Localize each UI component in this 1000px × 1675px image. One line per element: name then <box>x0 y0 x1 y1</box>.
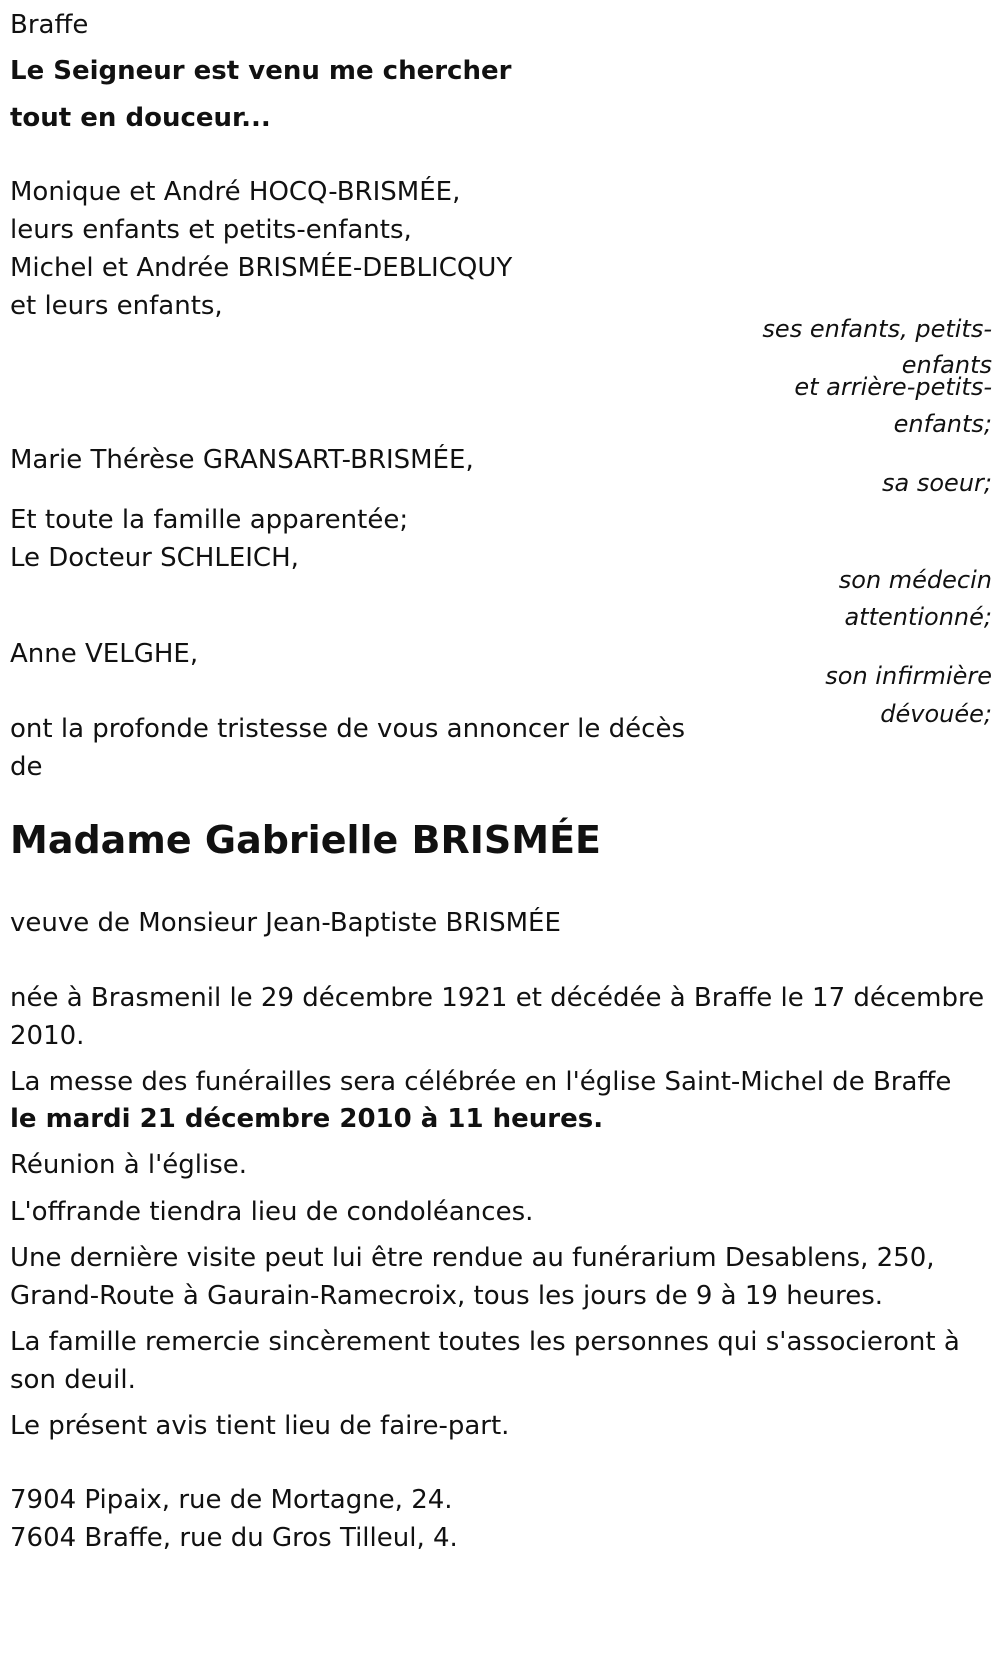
meeting: Réunion à l'église. <box>10 1150 248 1180</box>
relation-label: dévouée; <box>880 700 992 728</box>
family-line: Et toute la famille apparentée; <box>10 505 409 535</box>
birth-death: née à Brasmenil le 29 décembre 1921 et décédée à Braffe le 17 décembre 2010. <box>10 983 985 1051</box>
place-header: Braffe <box>10 10 89 40</box>
family-line: Marie Thérèse GRANSART-BRISMÉE, <box>10 445 474 475</box>
widow-of: veuve de Monsieur Jean-Baptiste BRISMÉE <box>10 908 561 938</box>
mass-date: le mardi 21 décembre 2010 à 11 heures. <box>10 1104 604 1134</box>
family-line: Michel et Andrée BRISMÉE-DEBLICQUY <box>10 253 513 283</box>
address: 7904 Pipaix, rue de Mortagne, 24. <box>10 1485 453 1515</box>
visit-info: Une dernière visite peut lui être rendue au funérarium Desablens, 250, Grand-Route à Gaurain-Ramecroix, tous les jours de 9 à 19 heures. <box>10 1243 935 1311</box>
relation-label: enfants <box>901 351 992 379</box>
announcement: ont la profonde tristesse de vous annoncer le décès de <box>10 714 685 782</box>
relation-label: attentionné; <box>844 603 992 631</box>
relation-label: et arrière-petits- <box>794 373 992 401</box>
family-line: Anne VELGHE, <box>10 639 199 669</box>
relation-label: son médecin <box>838 566 992 594</box>
family-line: et leurs enfants, <box>10 291 223 321</box>
deceased-name: Madame Gabrielle BRISMÉE <box>10 818 601 862</box>
notice: Le présent avis tient lieu de faire-part. <box>10 1411 510 1441</box>
offering: L'offrande tiendra lieu de condoléances. <box>10 1197 534 1227</box>
family-line: Le Docteur SCHLEICH, <box>10 543 299 573</box>
thanks: La famille remercie sincèrement toutes les personnes qui s'associeront à son deuil. <box>10 1327 960 1395</box>
relation-label: sa soeur; <box>882 469 992 497</box>
mass-text: La messe des funérailles sera célébrée en l'église Saint-Michel de Braffe <box>10 1067 952 1097</box>
family-line: leurs enfants et petits-enfants, <box>10 215 412 245</box>
relation-label: ses enfants, petits- <box>762 315 992 343</box>
verse-line-1: Le Seigneur est venu me chercher <box>10 56 512 86</box>
address: 7604 Braffe, rue du Gros Tilleul, 4. <box>10 1523 458 1553</box>
verse-line-2: tout en douceur... <box>10 103 271 133</box>
relation-label: enfants; <box>893 410 992 438</box>
relation-label: son infirmière <box>825 662 992 690</box>
family-line: Monique et André HOCQ-BRISMÉE, <box>10 177 461 207</box>
